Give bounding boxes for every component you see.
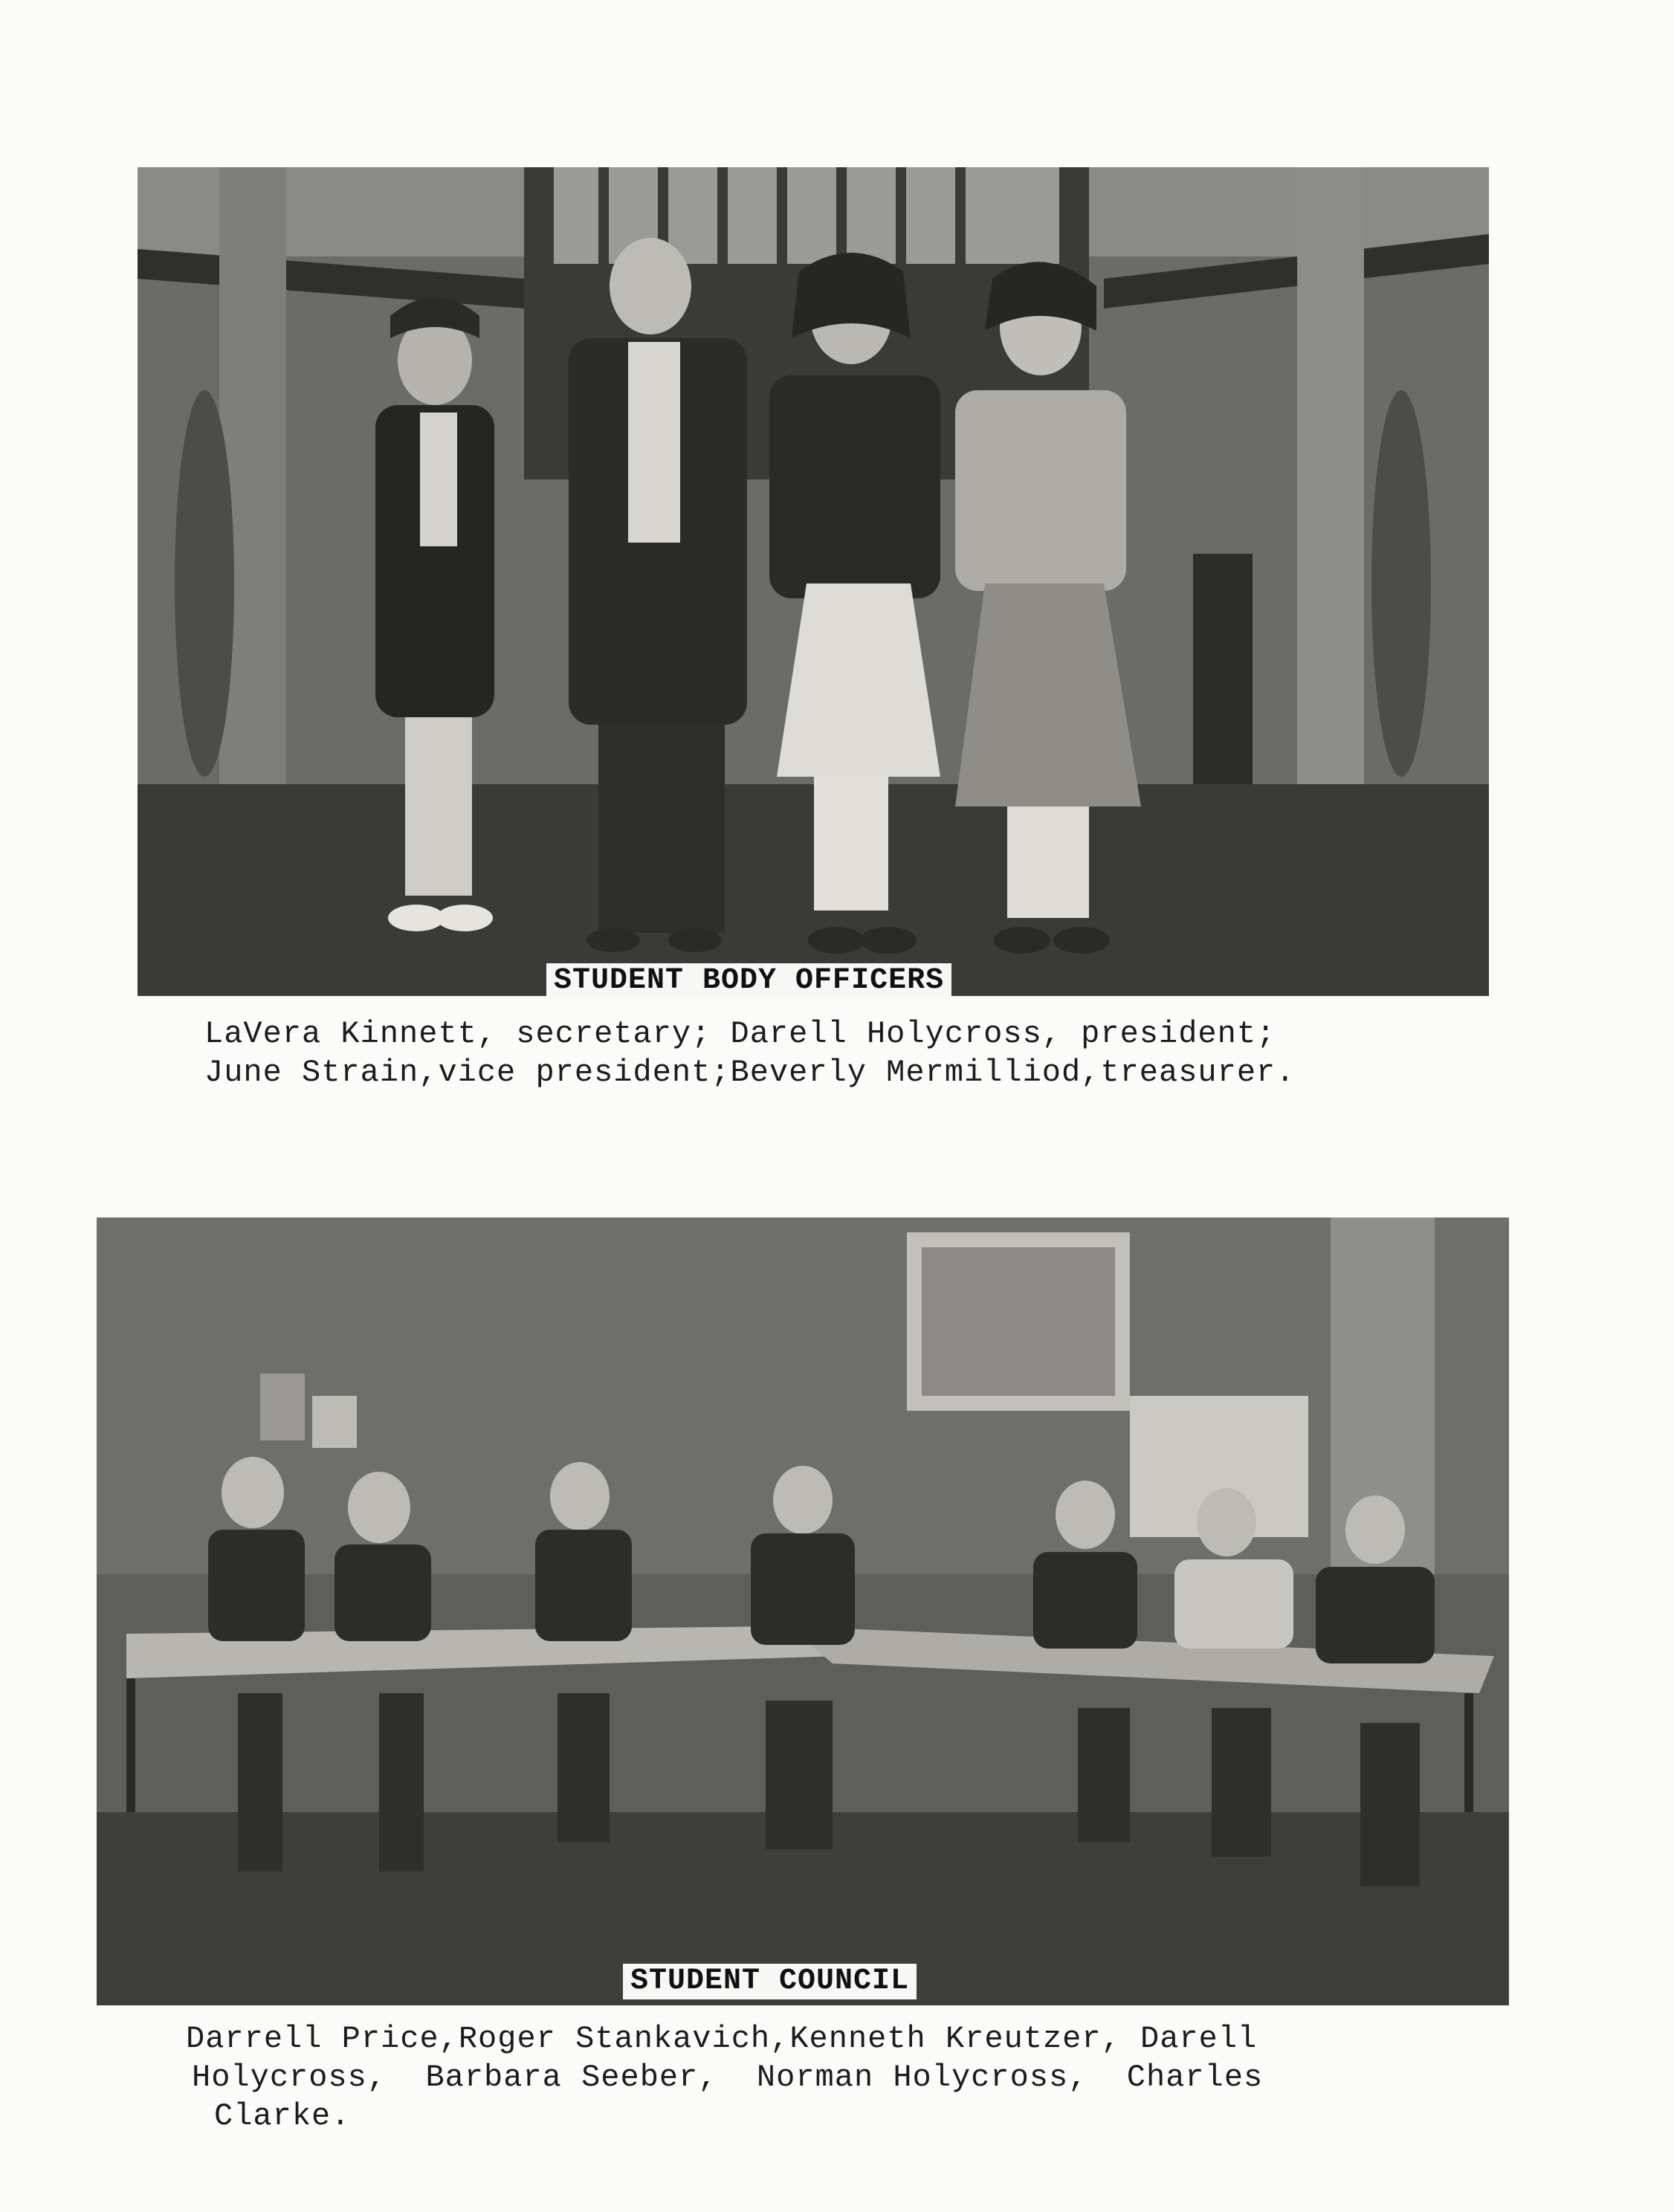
council-photo-label: STUDENT COUNCIL xyxy=(623,1964,917,1999)
officers-caption-line-2: June Strain,vice president;Beverly Mermilliod,treasurer. xyxy=(204,1055,1296,1090)
council-photo-image xyxy=(97,1217,1509,2005)
student-council-photo xyxy=(97,1217,1509,2005)
student-body-officers-photo xyxy=(138,167,1489,996)
council-caption-line-2: Holycross, Barbara Seeber, Norman Holycross, Charles xyxy=(192,2060,1264,2095)
officers-caption-line-1: LaVera Kinnett, secretary; Darell Holycross, president; xyxy=(204,1016,1276,1052)
council-caption-line-1: Darrell Price,Roger Stankavich,Kenneth Kreutzer, Darell xyxy=(186,2021,1258,2057)
officers-photo-label: STUDENT BODY OFFICERS xyxy=(546,963,951,999)
council-caption-line-3: Clarke. xyxy=(214,2098,351,2134)
officers-photo-image xyxy=(138,167,1489,996)
